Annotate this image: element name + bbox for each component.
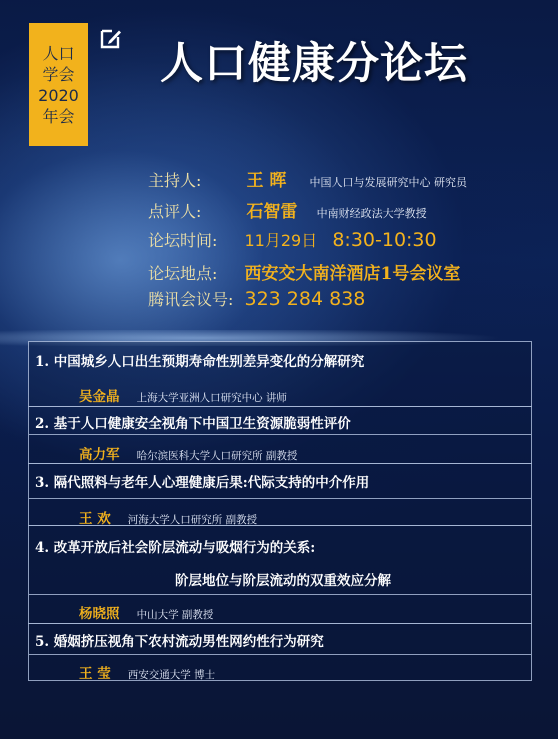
meeting-row	[148, 287, 365, 310]
session-title: 2. 基于人口健康安全视角下中国卫生资源脆弱性评价	[35, 416, 351, 432]
badge-line: 人口	[42, 43, 75, 63]
page-title: 人口健康分论坛	[160, 39, 468, 89]
session-speaker	[79, 385, 287, 405]
session-4	[28, 525, 532, 624]
speaker-name: 吴金晶	[79, 389, 120, 405]
session-title: 4. 改革开放后社会阶层流动与吸烟行为的关系:	[35, 540, 316, 556]
speaker-affiliation: 河海大学人口研究所 副教授	[127, 514, 258, 526]
reviewer-row	[148, 197, 427, 222]
session-speaker	[79, 662, 215, 682]
reviewer-name: 石智雷	[246, 202, 298, 222]
time-label: 论坛时间:	[148, 231, 218, 250]
session-subtitle: 阶层地位与阶层流动的双重效应分解	[175, 573, 391, 589]
session-title: 3. 隔代照料与老年人心理健康后果:代际支持的中介作用	[35, 475, 370, 491]
session-2	[28, 406, 532, 464]
divider	[29, 434, 531, 435]
session-5	[28, 623, 532, 681]
speaker-affiliation: 西安交通大学 博士	[127, 669, 216, 681]
host-label: 主持人:	[148, 171, 202, 190]
badge-line: 2020	[38, 85, 79, 105]
meeting-label: 腾讯会议号:	[148, 290, 234, 309]
speaker-name: 王 欢	[79, 511, 111, 527]
divider	[29, 594, 531, 595]
divider	[29, 498, 531, 499]
session-speaker	[79, 507, 257, 527]
speaker-name: 杨晓照	[79, 606, 120, 622]
venue-place: 西安交大南洋酒店1号会议室	[244, 264, 461, 284]
speaker-affiliation: 哈尔滨医科大学人口研究所 副教授	[136, 450, 298, 462]
speaker-affiliation: 上海大学亚洲人口研究中心 讲师	[136, 392, 287, 404]
speaker-name: 王 莹	[79, 666, 111, 682]
badge-line: 年会	[42, 106, 75, 126]
speaker-name: 高力军	[79, 447, 120, 463]
divider	[29, 654, 531, 655]
host-name: 王 晖	[246, 171, 287, 191]
edit-icon[interactable]	[99, 27, 122, 50]
host-row	[148, 166, 467, 191]
venue-label: 论坛地点:	[148, 264, 218, 283]
host-note: 中国人口与发展研究中心 研究员	[309, 176, 468, 189]
badge-line: 学会	[42, 64, 75, 84]
session-3	[28, 463, 532, 526]
session-speaker	[79, 602, 213, 622]
speaker-affiliation: 中山大学 副教授	[136, 609, 214, 621]
venue-row	[148, 259, 460, 284]
time-row	[148, 228, 437, 251]
session-title: 5. 婚姻挤压视角下农村流动男性网约性行为研究	[35, 634, 324, 650]
session-1	[28, 341, 532, 407]
session-speaker	[79, 443, 297, 463]
session-title: 1. 中国城乡人口出生预期寿命性别差异变化的分解研究	[35, 354, 365, 370]
meeting-number: 323 284 838	[244, 288, 366, 310]
time-hours: 8:30-10:30	[332, 229, 437, 251]
conference-badge	[29, 23, 88, 146]
reviewer-note: 中南财经政法大学教授	[316, 207, 427, 220]
time-date: 11月29日	[244, 231, 318, 250]
reviewer-label: 点评人:	[148, 202, 202, 221]
